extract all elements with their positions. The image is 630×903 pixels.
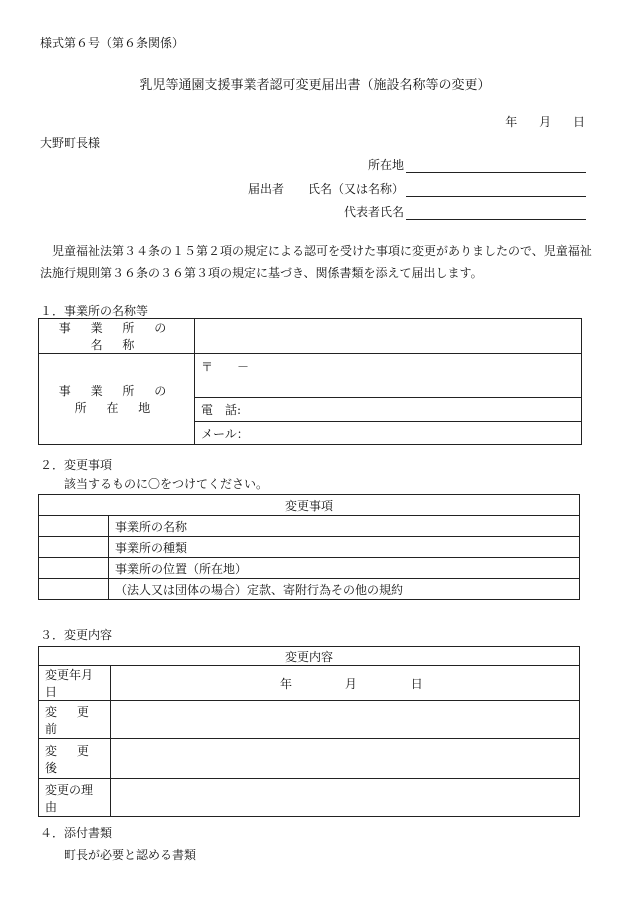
representative-label: 代表者氏名 — [343, 205, 404, 219]
name-label: 氏名（又は名称） — [307, 182, 404, 196]
change-reason-label: 変更の理由 — [39, 779, 111, 817]
address-field[interactable] — [406, 158, 586, 173]
change-item: 事業所の名称 — [109, 516, 580, 537]
before-change-field[interactable] — [111, 701, 580, 739]
change-item: 事業所の種類 — [109, 537, 580, 558]
name-row — [230, 180, 586, 197]
postal-code-field[interactable] — [195, 354, 582, 398]
facility-name-field[interactable] — [195, 319, 582, 354]
date-line — [487, 113, 585, 130]
address-row — [230, 156, 586, 173]
submitter-label: 届出者 — [247, 182, 284, 196]
change-item: 事業所の位置（所在地） — [109, 558, 580, 579]
date-day-unit: 日 — [410, 676, 423, 691]
facility-location-label: 事 業 所 の 所 在 地 — [39, 354, 195, 445]
month-label: 月 — [539, 115, 552, 129]
section2-heading: ２．変更事項 — [40, 458, 113, 472]
change-date-label: 変更年月日 — [39, 666, 111, 701]
before-change-label: 変 更 前 — [39, 701, 111, 739]
postal-mark: 〒 － — [201, 360, 250, 374]
representative-row — [230, 203, 586, 220]
change-items-table — [38, 494, 580, 600]
date-month-unit: 月 — [344, 676, 357, 691]
section2-instruction: 該当するものに〇をつけてください。 — [64, 477, 269, 491]
change-reason-field[interactable] — [111, 779, 580, 817]
section1-heading: １．事業所の名称等 — [40, 304, 149, 318]
circle-mark-cell[interactable] — [39, 516, 109, 537]
facility-table — [38, 318, 582, 445]
phone-field[interactable] — [195, 398, 582, 422]
circle-mark-cell[interactable] — [39, 558, 109, 579]
change-details-table — [38, 646, 580, 817]
section3-heading: ３．変更内容 — [40, 628, 113, 642]
after-change-field[interactable] — [111, 739, 580, 779]
day-label: 日 — [572, 115, 585, 129]
change-date-field[interactable] — [111, 666, 580, 701]
body-paragraph: 児童福祉法第３４条の１５第２項の規定による認可を受けた事項に変更がありましたので、児童福祉法施行規則第３６条の３６第３項の規定に基づき、関係書類を添えて届出します。 — [40, 244, 592, 280]
form-number: 様式第６号（第６条関係） — [40, 36, 185, 50]
change-details-header: 変更内容 — [39, 647, 580, 666]
representative-field[interactable] — [406, 205, 586, 220]
circle-mark-cell[interactable] — [39, 579, 109, 600]
email-field[interactable] — [195, 422, 582, 445]
section4-heading: ４．添付書類 — [40, 826, 113, 840]
address-label: 所在地 — [367, 158, 404, 172]
phone-label: 電 話: — [201, 403, 242, 417]
circle-mark-cell[interactable] — [39, 537, 109, 558]
name-field[interactable] — [406, 182, 586, 197]
change-items-header: 変更事項 — [39, 495, 580, 516]
change-item: （法人又は団体の場合）定款、寄附行為その他の規約 — [109, 579, 580, 600]
year-label: 年 — [505, 115, 518, 129]
date-year-unit: 年 — [280, 676, 293, 691]
addressee: 大野町長様 — [40, 136, 101, 150]
after-change-label: 変 更 後 — [39, 739, 111, 779]
facility-name-label: 事 業 所 の 名 称 — [39, 319, 195, 354]
document-title: 乳児等通園支援事業者認可変更届出書（施設名称等の変更） — [139, 78, 491, 93]
attachment-item: 町長が必要と認める書類 — [64, 848, 197, 862]
email-label: メール： — [201, 426, 249, 441]
